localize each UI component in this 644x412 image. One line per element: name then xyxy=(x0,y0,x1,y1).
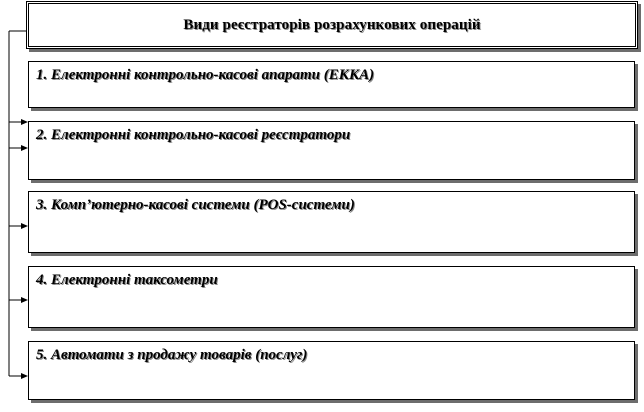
item-box-5 xyxy=(28,341,635,400)
diagram-title-box xyxy=(26,1,638,49)
item-box-4 xyxy=(28,266,635,328)
item-box-3 xyxy=(28,191,635,253)
diagram-title: Види реєстраторів розрахункових операцій xyxy=(183,16,481,33)
item-box-2 xyxy=(28,121,635,180)
item-label-5: 5. Автомати з продажу товарів (послуг) xyxy=(36,347,308,363)
item-label-2: 2. Електронні контрольно-касові реєстратори xyxy=(36,127,351,143)
item-box-1 xyxy=(28,61,635,108)
item-label-3: 3. Комп’ютерно-касові системи (POS-системи) xyxy=(36,197,355,213)
item-label-4: 4. Електронні таксометри xyxy=(36,272,218,288)
item-label-1: 1. Електронні контрольно-касові апарати (ЕККА) xyxy=(36,67,375,83)
